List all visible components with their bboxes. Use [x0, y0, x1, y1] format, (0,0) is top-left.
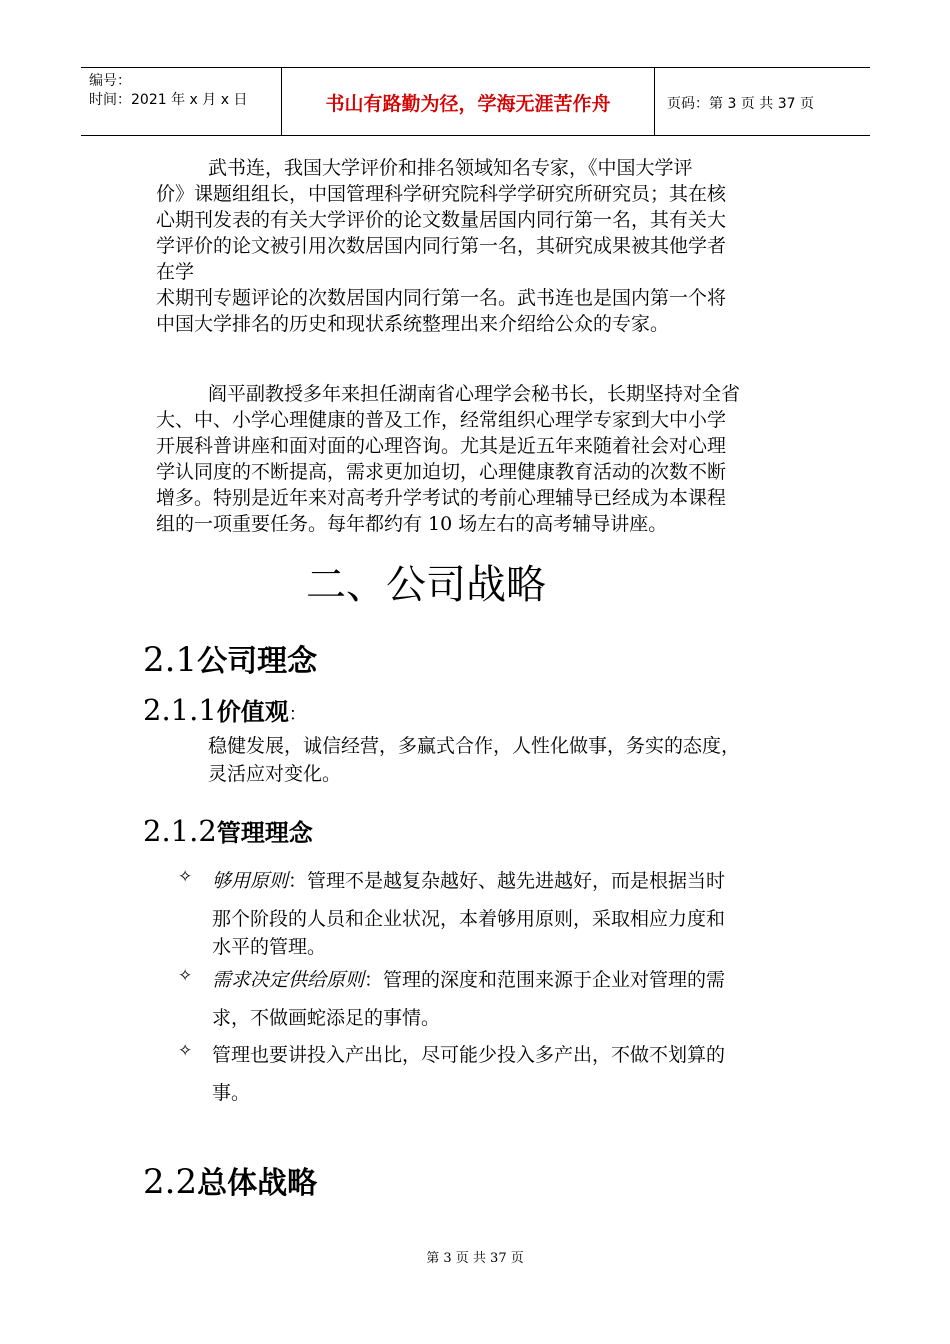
bullet-lead: 够用原则: [212, 870, 289, 892]
diamond-bullet-icon: ✧: [178, 867, 193, 887]
heading-text: 总体战略: [197, 1166, 318, 1201]
paragraph-line: 组的一项重要任务。每年都约有 10 场左右的高考辅导讲座。: [156, 513, 668, 535]
intro-paragraph-2: [156, 381, 816, 537]
bullet-item: [178, 867, 818, 961]
bullet-text: 管理也要讲投入产出比，尽可能少投入多产出，不做不划算的: [212, 1044, 726, 1066]
number-label: 编号：: [89, 73, 131, 89]
bullet-lead: 需求决定供给原则: [212, 969, 365, 991]
page-header-table: [81, 67, 870, 136]
time-label: 时间：2021 年 x 月 x 日: [89, 92, 248, 108]
heading-text: 管理理念: [216, 819, 313, 847]
bullet-text: 管理不是越复杂越好、越先进越好，而是根据当时: [307, 870, 726, 892]
heading-number: 2.1: [143, 640, 198, 680]
header-motto: 书山有路勤为径，学海无涯苦作舟: [282, 68, 655, 135]
bullet-text: 管理的深度和范围来源于企业对管理的需: [383, 969, 726, 991]
bullet-line: 那个阶段的人员和企业状况，本着够用原则，采取相应力度和: [212, 908, 726, 930]
heading-colon: ：: [288, 704, 307, 725]
values-paragraph: [208, 732, 828, 788]
paragraph-line: 心期刊发表的有关大学评价的论文数量居国内同行第一名，其有关大: [156, 209, 727, 231]
paragraph-line: 阎平副教授多年来担任湖南省心理学会秘书长，长期坚持对全省: [208, 383, 741, 405]
paragraph-line: 灵活应对变化。: [208, 763, 342, 785]
bullet-line: 水平的管理。: [212, 936, 327, 958]
paragraph-line: 术期刊专题评论的次数居国内同行第一名。武书连也是国内第一个将: [156, 287, 727, 309]
paragraph-line: 武书连，我国大学评价和排名领域知名专家，《中国大学评: [208, 157, 693, 179]
heading-2-1: [143, 640, 317, 682]
paragraph-line: 增多。特别是近年来对高考升学考试的考前心理辅导已经成为本课程: [156, 487, 727, 509]
bullet-sep: ：: [288, 870, 308, 892]
heading-2-1-1: [143, 693, 307, 732]
bullet-item: [178, 1041, 818, 1107]
paragraph-line: 中国大学排名的历史和现状系统整理出来介绍给公众的专家。: [156, 313, 670, 335]
bullet-item: [178, 966, 818, 1032]
diamond-bullet-icon: ✧: [178, 1041, 193, 1061]
paragraph-line: 学认同度的不断提高，需求更加迫切，心理健康教育活动的次数不断: [156, 461, 727, 483]
paragraph-line: 大、中、小学心理健康的普及工作，经常组织心理学专家到大中小学: [156, 409, 727, 431]
paragraph-line: 价》课题组组长，中国管理科学研究院科学学研究所研究员；其在核: [156, 183, 727, 205]
paragraph-line: 稳健发展，诚信经营，多赢式合作，人性化做事，务实的态度，: [208, 735, 741, 757]
header-meta-cell: [81, 68, 282, 135]
paragraph-line: 在学: [156, 261, 195, 283]
section-title: 二、公司战略: [306, 562, 546, 608]
bullet-sep: ：: [364, 969, 384, 991]
heading-number: 2.2: [143, 1162, 198, 1202]
bullet-line: 事。: [212, 1082, 251, 1104]
header-page-info: 页码：第 3 页 共 37 页: [667, 95, 814, 112]
paragraph-line: 开展科普讲座和面对面的心理咨询。尤其是近五年来随着社会对心理: [156, 435, 727, 457]
heading-text: 公司理念: [197, 644, 318, 679]
heading-2-1-2: [143, 814, 313, 850]
heading-number: 2.1.1: [143, 693, 217, 727]
paragraph-line: 学评价的论文被引用次数居国内同行第一名，其研究成果被其他学者: [156, 235, 727, 257]
page-footer: 第 3 页 共 37 页: [426, 1251, 524, 1266]
intro-paragraph-1: [156, 155, 816, 337]
heading-text: 价值观: [216, 698, 289, 726]
diamond-bullet-icon: ✧: [178, 966, 193, 986]
bullet-line: 求，不做画蛇添足的事情。: [212, 1007, 441, 1029]
heading-number: 2.1.2: [143, 814, 217, 848]
heading-2-2: [143, 1162, 317, 1204]
